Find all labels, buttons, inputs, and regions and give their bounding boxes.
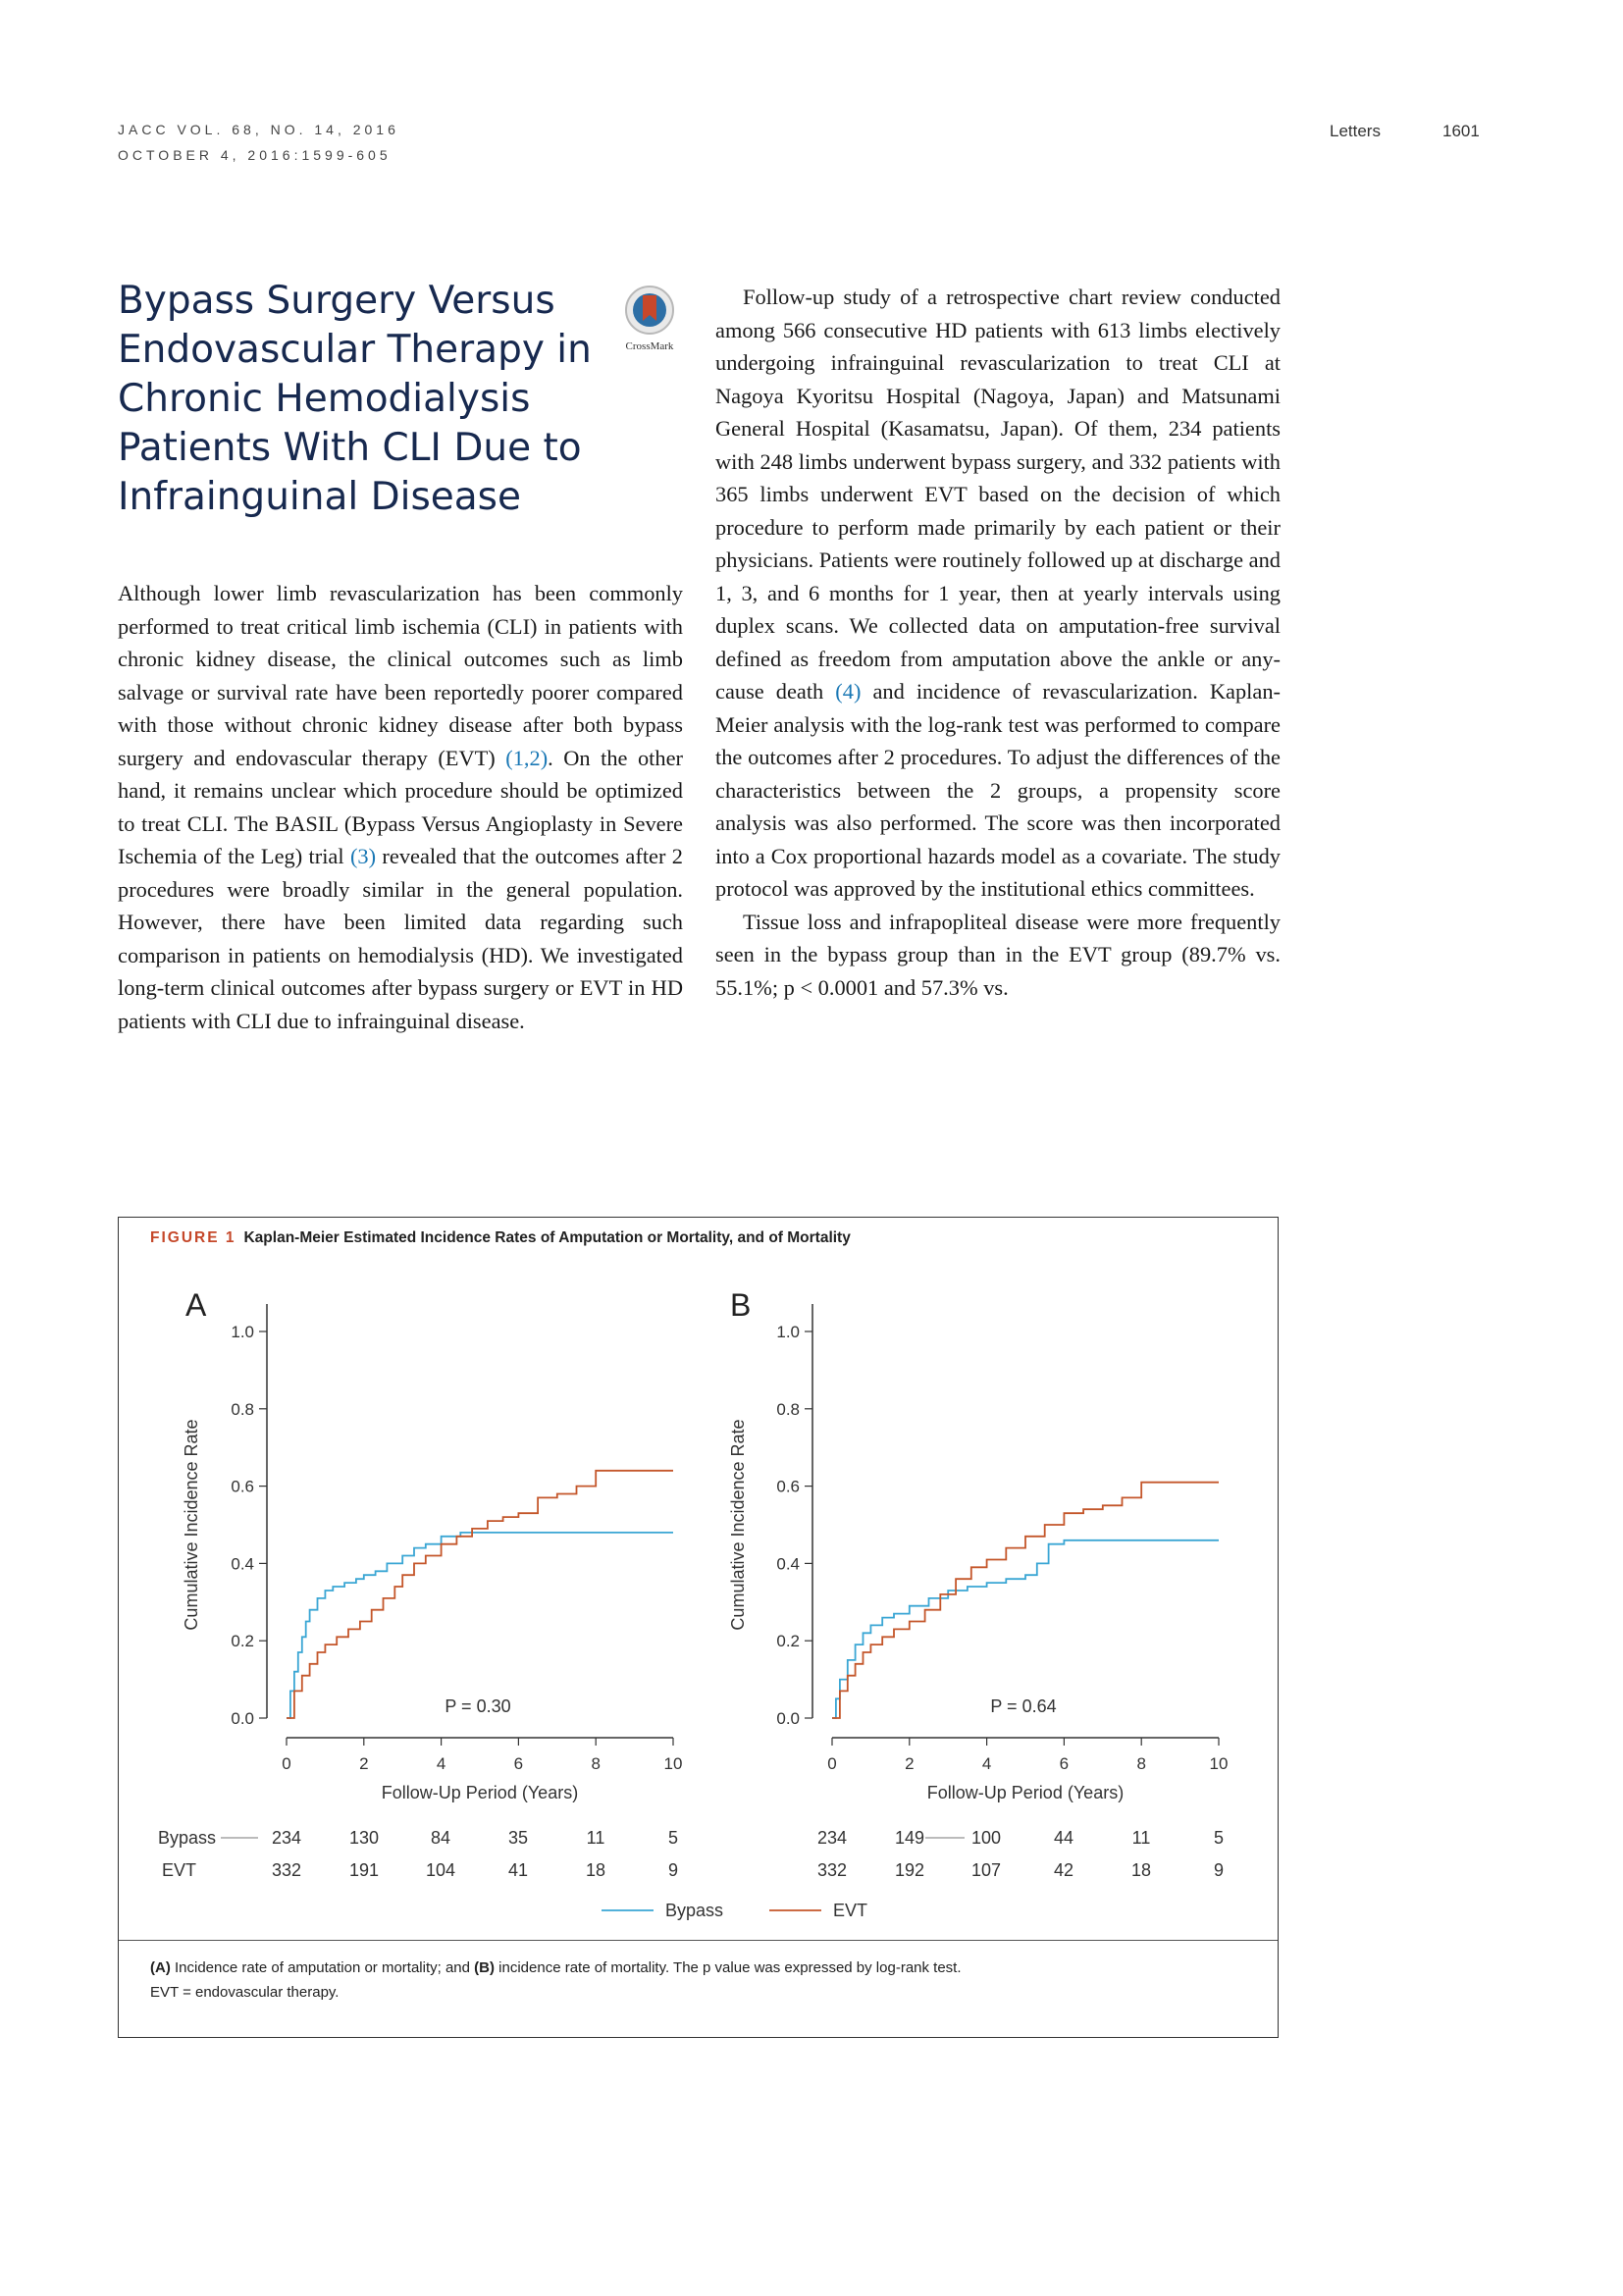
- x-tick-label: 6: [513, 1754, 524, 1773]
- methods-paragraph: [715, 281, 1281, 906]
- x-tick-label: 2: [905, 1754, 915, 1773]
- panel-a-label: A: [185, 1287, 207, 1323]
- risk-count-evt: 18: [585, 1860, 606, 1880]
- x-tick-label: 8: [591, 1754, 601, 1773]
- km-curve-bypass: [287, 1533, 673, 1718]
- y-tick-label: 0.6: [231, 1477, 254, 1496]
- risk-count-evt: 42: [1053, 1860, 1074, 1880]
- y-tick-label: 0.6: [776, 1477, 800, 1496]
- chart-panel-a: [182, 1304, 682, 1880]
- page-number: 1601: [1442, 122, 1480, 140]
- y-tick-label: 0.0: [231, 1709, 254, 1728]
- x-tick-label: 10: [663, 1754, 683, 1773]
- legend-evt-label: EVT: [833, 1901, 868, 1920]
- risk-count-bypass: 100: [970, 1828, 1002, 1848]
- caption-panel-a-ref: (A): [150, 1959, 171, 1976]
- methods-text-a: Follow-up study of a retrospective chart review conducted among 566 consecutive HD patients with 613 limbs electively undergoing infrainguinal revascularization to treat CLI at Nagoya Kyoritsu Hospital (Nagoya, Japan) and Matsunami General Hospital (Kasamatsu, Japan). Of them, 234 patients with 248 limbs underwent bypass surgery, and 332 patients with 365 limbs underwent EVT based on the decision of which procedure to perform made primarily by each patient or their physicians. Patients were routinely followed up at discharge and 1, 3, and 6 months for 1 year, then at yearly intervals using duplex scans. We collected data on amputation-free survival defined as freedom from amputation above the ankle or any-cause death: [715, 285, 1282, 704]
- risk-count-evt: 18: [1130, 1860, 1152, 1880]
- caption-line-2: EVT = endovascular therapy.: [150, 1984, 340, 2001]
- x-tick-label: 6: [1059, 1754, 1070, 1773]
- risk-count-bypass: 149: [894, 1828, 925, 1848]
- y-axis-label: Cumulative Incidence Rate: [182, 1419, 201, 1631]
- left-column: [118, 577, 683, 1037]
- intro-text-b: . On the other hand, it remains unclear which procedure should be optimized to treat CLI. The BASIL (Bypass Versus Angioplasty in Severe Ischemia of the Leg) trial: [118, 745, 683, 868]
- y-tick-label: 1.0: [231, 1323, 254, 1341]
- crossmark-icon: [622, 285, 677, 336]
- figure-1: [118, 1217, 1279, 2038]
- chart-panel-b: [728, 1304, 1228, 1880]
- caption-line-1: [150, 1956, 1239, 1980]
- risk-label-bypass: Bypass: [158, 1828, 217, 1848]
- risk-count-evt: 191: [348, 1860, 380, 1880]
- crossmark-badge[interactable]: [620, 285, 679, 352]
- x-tick-label: 4: [981, 1754, 992, 1773]
- risk-count-evt: 332: [816, 1860, 848, 1880]
- risk-count-evt: 104: [425, 1860, 456, 1880]
- risk-count-bypass: 35: [507, 1828, 529, 1848]
- km-charts: [119, 1218, 1277, 1940]
- km-curve-evt: [287, 1471, 673, 1718]
- y-axis-label: Cumulative Incidence Rate: [728, 1419, 748, 1631]
- x-tick-label: 10: [1209, 1754, 1229, 1773]
- risk-label-evt: EVT: [162, 1860, 197, 1880]
- risk-count-evt: 9: [1213, 1860, 1225, 1880]
- y-tick-label: 0.8: [776, 1399, 800, 1419]
- figure-label: FIGURE 1: [150, 1229, 236, 1246]
- risk-count-evt: 9: [667, 1860, 679, 1880]
- risk-count-bypass: 84: [430, 1828, 451, 1848]
- journal-citation-line2: OCTOBER 4, 2016:1599-605: [118, 147, 392, 163]
- methods-text-b: and incidence of revascularization. Kaplan-Meier analysis with the log-rank test was performed to compare the outcomes after 2 procedures. To adjust the differences of the characteristics between the 2 groups, a propensity score analysis was also performed. The score was then incorporated into a Cox proportional hazards model as a covariate. The study protocol was approved by the institutional ethics committees.: [715, 679, 1281, 901]
- figure-caption-divider: [119, 1940, 1278, 1941]
- p-value-annotation: P = 0.30: [445, 1696, 511, 1716]
- risk-count-bypass: 11: [586, 1828, 605, 1848]
- caption-text-a: Incidence rate of amputation or mortality; and: [170, 1959, 475, 1976]
- crossmark-label: CrossMark: [625, 340, 674, 352]
- x-axis-label: Follow-Up Period (Years): [926, 1783, 1125, 1802]
- x-tick-label: 4: [436, 1754, 446, 1773]
- figure-caption: [150, 1956, 1239, 2005]
- risk-count-evt: 107: [970, 1860, 1002, 1880]
- y-tick-label: 0.2: [776, 1632, 800, 1651]
- risk-count-bypass: 5: [1213, 1828, 1225, 1848]
- reference-link-4[interactable]: (4): [835, 679, 862, 704]
- intro-text-c: revealed that the outcomes after 2 procedures were broadly similar in the general population. However, there have been limited data regarding such comparison in patients on hemodialysis (HD). We investigated long-term clinical outcomes after bypass surgery or EVT in HD patients with CLI due to infrainguinal disease.: [118, 844, 683, 1033]
- figure-title: Kaplan-Meier Estimated Incidence Rates of Amputation or Mortality, and of Mortality: [243, 1229, 851, 1246]
- reference-link-3[interactable]: (3): [349, 844, 377, 868]
- section-label: Letters: [1330, 122, 1381, 140]
- x-axis-label: Follow-Up Period (Years): [381, 1783, 579, 1802]
- results-paragraph: Tissue loss and infrapopliteal disease were more frequently seen in the bypass group than in the EVT group (89.7% vs. 55.1%; p < 0.0001 and 57.3% vs.: [715, 909, 1281, 1000]
- risk-count-bypass: 5: [667, 1828, 679, 1848]
- risk-count-bypass: 130: [348, 1828, 380, 1848]
- right-column: [715, 281, 1281, 1004]
- x-tick-label: 0: [282, 1754, 291, 1773]
- risk-count-evt: 192: [894, 1860, 925, 1880]
- y-tick-label: 0.8: [231, 1399, 254, 1419]
- risk-count-bypass: 234: [271, 1828, 302, 1848]
- x-tick-label: 2: [359, 1754, 369, 1773]
- legend-bypass-label: Bypass: [665, 1901, 724, 1920]
- y-tick-label: 0.4: [776, 1554, 800, 1574]
- y-tick-label: 0.4: [231, 1554, 254, 1574]
- article-title: Bypass Surgery Versus Endovascular Therapy in Chronic Hemodialysis Patients With CLI Due to Infrainguinal Disease: [118, 279, 592, 519]
- y-tick-label: 0.0: [776, 1709, 800, 1728]
- journal-citation-line1: JACC VOL. 68, NO. 14, 2016: [118, 122, 399, 137]
- caption-panel-b-ref: (B): [474, 1959, 495, 1976]
- panel-b-label: B: [730, 1287, 752, 1323]
- reference-link-1-2[interactable]: (1,2): [505, 745, 549, 770]
- intro-paragraph: [118, 577, 683, 1037]
- risk-count-evt: 41: [507, 1860, 529, 1880]
- km-curve-evt: [832, 1483, 1219, 1718]
- y-tick-label: 0.2: [231, 1632, 254, 1651]
- caption-text-b: incidence rate of mortality. The p value was expressed by log-rank test.: [495, 1959, 962, 1976]
- intro-text-a: Although lower limb revascularization has been commonly performed to treat critical limb ischemia (CLI) in patients with chronic kidney disease, the clinical outcomes such as limb salvage or survival rate have been reportedly poorer compared with those without chronic kidney disease after both bypass surgery and endovascular therapy (EVT): [118, 581, 683, 770]
- risk-count-evt: 332: [271, 1860, 302, 1880]
- x-tick-label: 8: [1136, 1754, 1146, 1773]
- km-curve-bypass: [832, 1540, 1219, 1718]
- x-tick-label: 0: [827, 1754, 837, 1773]
- p-value-annotation: P = 0.64: [990, 1696, 1057, 1716]
- y-tick-label: 1.0: [776, 1323, 800, 1341]
- risk-count-bypass: 234: [816, 1828, 848, 1848]
- risk-count-bypass: 11: [1131, 1828, 1151, 1848]
- risk-count-bypass: 44: [1053, 1828, 1074, 1848]
